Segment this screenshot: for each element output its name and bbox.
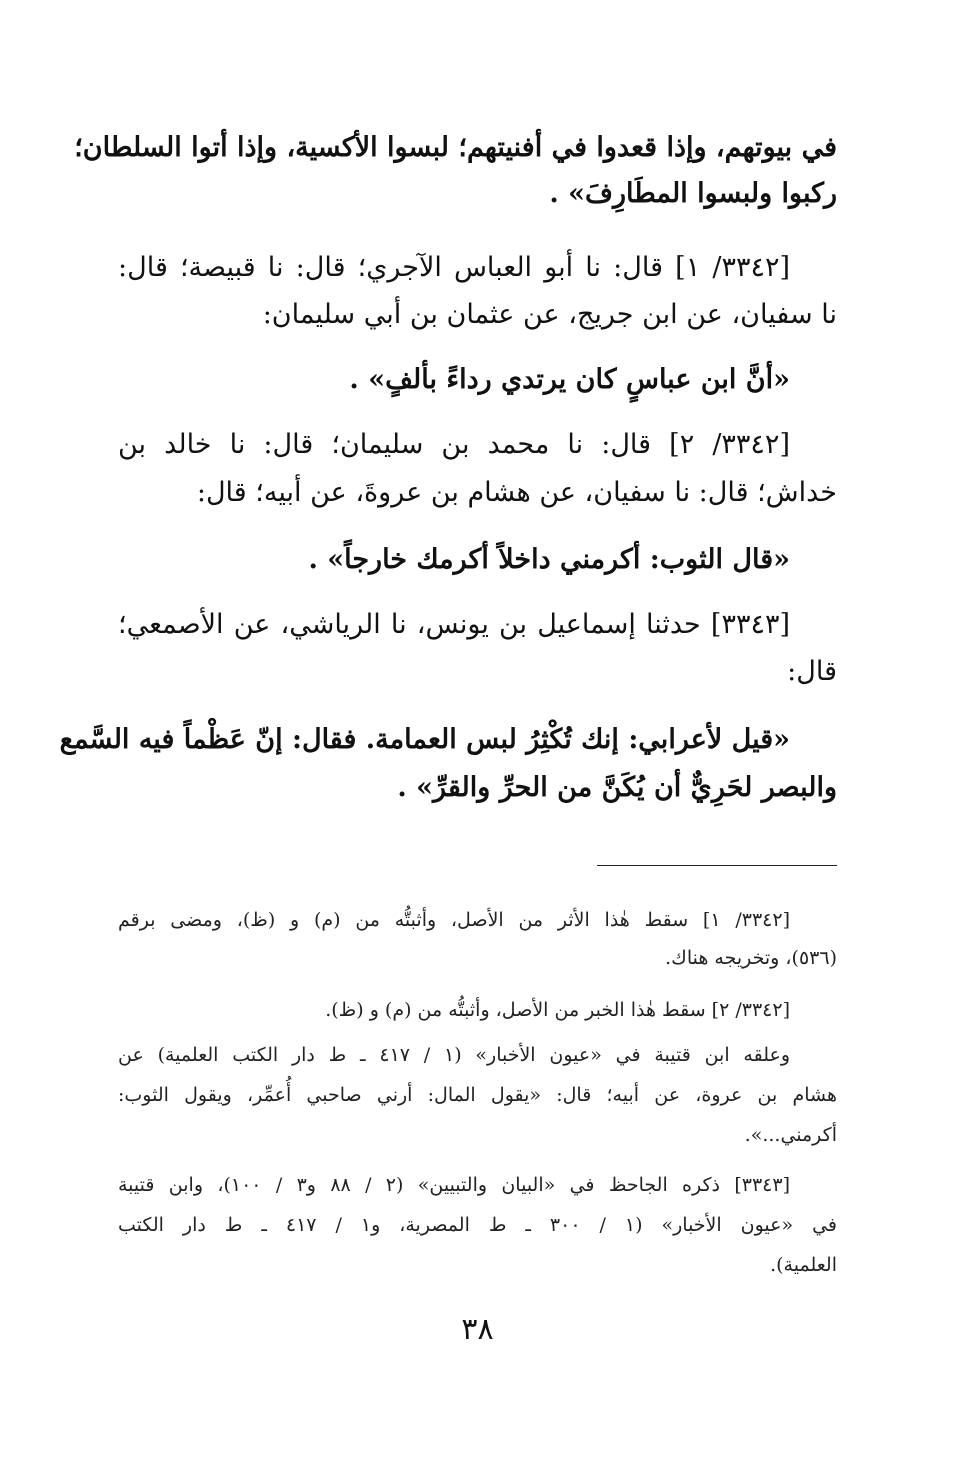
entry-3342-1-quote: «أنَّ ابن عباسٍ كان يرتدي رداءً بألفٍ» . bbox=[349, 364, 790, 395]
page-number: ٣٨ bbox=[461, 1312, 494, 1347]
footnote-line: أكرمني...». bbox=[744, 1124, 837, 1146]
entry-3343-heading: [٣٣٤٣] حدثنا إسماعيل بن يونس، نا الرياشي، عن الأصمعي؛ bbox=[118, 609, 790, 640]
entry-3343-line2: قال: bbox=[787, 656, 837, 687]
entry-3342-1-line2: نا سفيان، عن ابن جريج، عن عثمان بن أبي سليمان: bbox=[262, 299, 837, 330]
entry-3343-quote-line2: والبصر لحَرِيٌّ أن يُكَنَّ من الحرِّ والقرِّ» . bbox=[397, 772, 837, 803]
entry-3342-2-line2: خداش؛ قال: نا سفيان، عن هشام بن عروةَ، عن أبيه؛ قال: bbox=[196, 477, 837, 508]
entry-3343-quote-line1: «قيل لأعرابي: إنك تُكْثِرُ لبس العمامة. فقال: إنّ عَظْماً فيه السَّمع bbox=[59, 724, 790, 755]
footnote-line: هشام بن عروة، عن أبيه؛ قال: «يقول المال: أرني صاحبي أُعمِّر، ويقول الثوب: bbox=[118, 1084, 837, 1106]
para1-line1: في بيوتهم، وإذا قعدوا في أفنيتهم؛ لبسوا الأكسية، وإذا أتوا السلطان؛ bbox=[74, 132, 837, 163]
entry-3342-2-quote: «قال الثوب: أكرمني داخلاً أكرمك خارجاً» . bbox=[308, 544, 790, 575]
footnote-separator bbox=[597, 865, 837, 866]
para1-line2: ركبوا ولبسوا المطَارِفَ» . bbox=[549, 178, 837, 209]
footnote-line: (٥٣٦)، وتخريجه هناك. bbox=[665, 947, 837, 969]
footnote-line: [٣٣٤٢/ ٢] سقط هٰذا الخبر من الأصل، وأثبتُّه من (م) و (ظ). bbox=[325, 999, 790, 1021]
footnote-line: وعلقه ابن قتيبة في «عيون الأخبار» (١ / ٤١٧ ـ ط دار الكتب العلمية) عن bbox=[118, 1044, 790, 1066]
entry-3342-1-heading: [٣٣٤٢/ ١] قال: نا أبو العباس الآجري؛ قال: نا قبيصة؛ قال: bbox=[118, 252, 790, 283]
entry-3342-2-heading: [٣٣٤٢/ ٢] قال: نا محمد بن سليمان؛ قال: نا خالد بن bbox=[118, 429, 790, 460]
footnote-line: [٣٣٤٢/ ١] سقط هٰذا الأثر من الأصل، وأثبتُّه من (م) و (ظ)، ومضى برقم bbox=[118, 909, 790, 931]
footnote-line: في «عيون الأخبار» (١ / ٣٠٠ ـ ط المصرية، و١ / ٤١٧ ـ ط دار الكتب bbox=[118, 1214, 837, 1236]
footnote-line: العلمية). bbox=[770, 1254, 837, 1276]
footnote-line: [٣٣٤٣] ذكره الجاحظ في «البيان والتبيين» (٢ / ٨٨ و٣ / ١٠٠)، وابن قتيبة bbox=[118, 1174, 790, 1196]
